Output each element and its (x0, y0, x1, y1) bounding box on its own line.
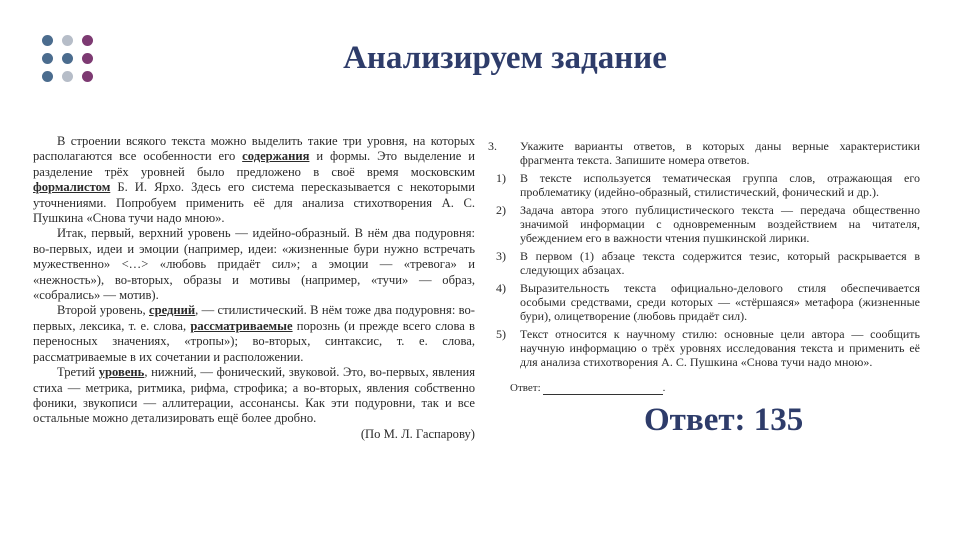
option-text: Задача автора этого публицистического текста — передача общественно значимой информации с одновременным воздействием на читателя, убеждением его в важности чтения пушкинской лирики. (520, 203, 920, 245)
option-text: В первом (1) абзаце текста содержится тезис, который раскрывается в следующих абзацах. (520, 249, 920, 277)
paragraph-3: Второй уровень, средний, — стилистический. В нём тоже два подуровня: во-первых, лексика, т. е. слова, рассматриваемые порознь (и прежде всего слова в переносных значениях, «тропы»); во-вторых, синтаксис, т. е. слова, рассматриваемые в их сочетании и расположении. (33, 303, 475, 364)
question-block (488, 139, 920, 395)
source-text (33, 134, 475, 442)
source-attribution: (По М. Л. Гаспарову) (360, 426, 475, 441)
option-text: Текст относится к научному стилю: основные цели автора — сообщить научную информацию о трёх уровнях исследования текста и применить её для анализа стихотворения А. С. Пушкина «Снова тучи надо мною». (520, 327, 920, 369)
option-item (488, 327, 920, 369)
slide-title: Анализируем задание (343, 40, 667, 76)
option-number: 1) (496, 171, 506, 185)
option-item (488, 249, 920, 277)
paragraph-1: В строении всякого текста можно выделить такие три уровня, на которых располагаются все особенности его содержания и формы. Это выделение и разделение трёх уровней было предложено в своё время московским формалистом Б. И. Ярхо. Здесь его система пересказывается с некоторыми уточнениями. Попробуем применить её для анализа стихотворения А. С. Пушкина «Снова тучи надо мною». (33, 134, 475, 226)
option-text: В тексте используется тематическая группа слов, отражающая его проблематику (идейно-образный, стилистический, фонический и др.). (520, 171, 920, 199)
question-number: 3. (488, 139, 497, 153)
option-number: 5) (496, 327, 506, 341)
answer-text: Ответ: 135 (644, 402, 804, 438)
option-item (488, 281, 920, 323)
option-number: 3) (496, 249, 506, 263)
underlined-word: средний (149, 303, 196, 318)
option-text: Выразительность текста официально-делового стиля обеспечивается особыми средствами, среди которых — «стёршаяся» метафора (жизненные бури), олицетворение (любовь придаёт сил). (520, 281, 920, 323)
underlined-word: формалистом (33, 180, 111, 195)
answer-line-label: Ответ: (510, 382, 541, 394)
option-item (488, 203, 920, 245)
answer-blank (543, 394, 663, 395)
question-text: Укажите варианты ответов, в которых даны верные характеристики фрагмента текста. Запишите номера ответов. (520, 139, 920, 167)
option-number: 4) (496, 281, 506, 295)
paragraph-4: Третий уровень, нижний, — фонический, звуковой. Это, во-первых, явления стиха — метрика, ритмика, рифма, строфика; а во-вторых, явления собственно фоники, звукописи — аллитерации, ассонансы. Как эти подуровни, так и все остальные можно детализировать ещё более дробно. (33, 365, 476, 426)
question-header (488, 139, 920, 167)
underlined-word: рассматриваемые (190, 318, 293, 333)
option-number: 2) (496, 203, 506, 217)
answer-line: Ответ: . (510, 382, 666, 394)
paragraph-2: Итак, первый, верхний уровень — идейно-образный. В нём два подуровня: во-первых, идеи и эмоции (например, идеи: «жизненные бури нужно встречать мужественно» <…> «любовь придаёт сил»; а эмоции — «тревога» и «нежность»), во-вторых, образы и мотивы (например, «тучи» — образ, «собрались» — мотив). (33, 226, 475, 303)
underlined-word: содержания (242, 149, 310, 164)
underlined-word: уровень (98, 365, 145, 380)
option-item (488, 171, 920, 199)
